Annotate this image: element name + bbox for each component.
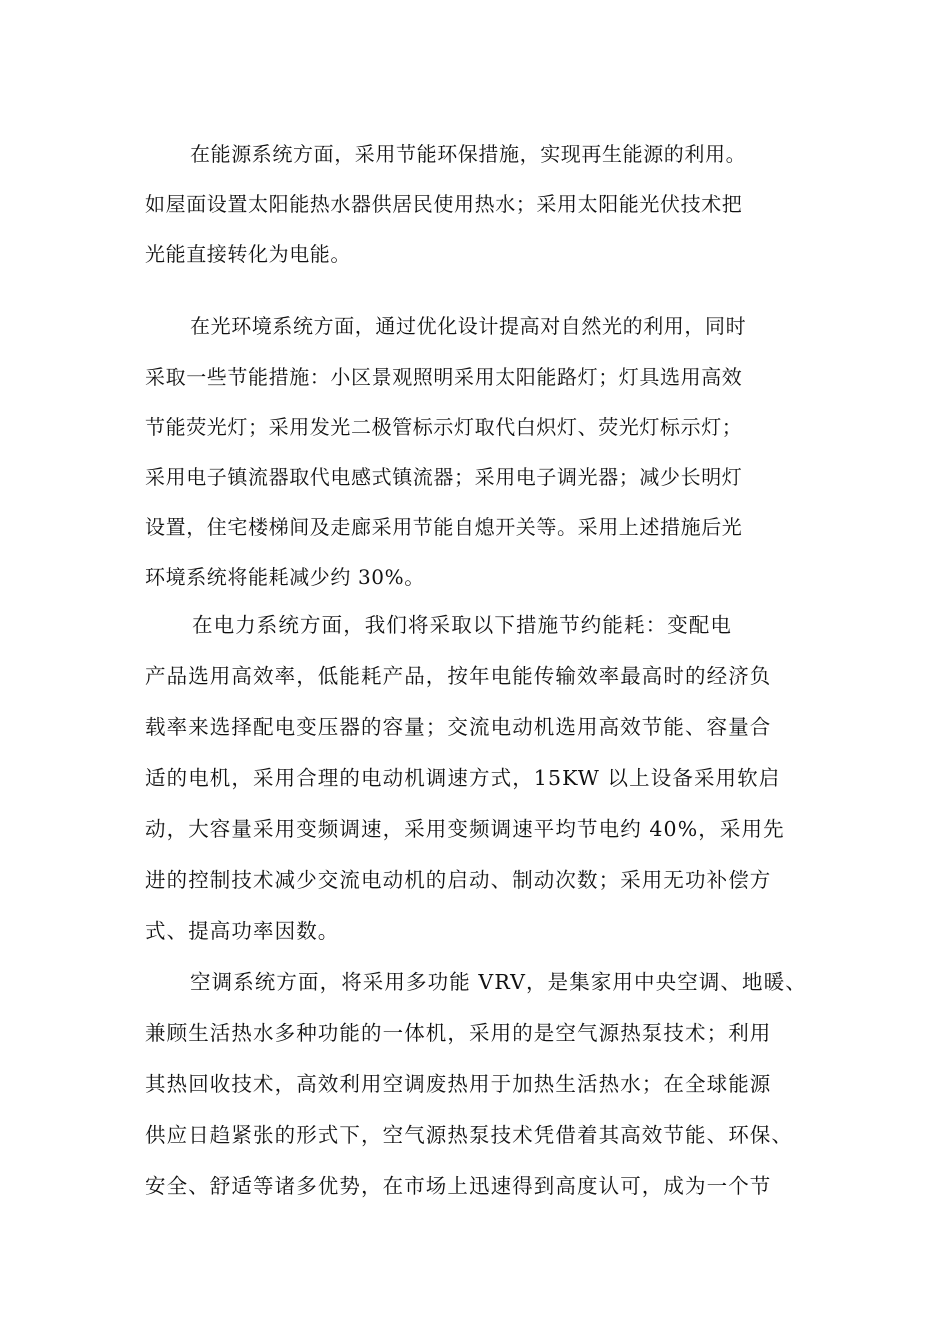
text-line: 供应日趋紧张的形式下，空气源热泵技术凭借着其高效节能、环保、 (145, 1123, 793, 1147)
text-line: 安全、舒适等诸多优势，在市场上迅速得到高度认可，成为一个节 (145, 1174, 772, 1198)
text-line: 在光环境系统方面，通过优化设计提高对自然光的利用，同时 (190, 314, 747, 338)
text-line: 如屋面设置太阳能热水器供居民使用热水；采用太阳能光伏技术把 (145, 192, 743, 216)
text-line: 产品选用高效率，低能耗产品，按年电能传输效率最高时的经济负 (145, 664, 772, 688)
text-line: 采取一些节能措施：小区景观照明采用太阳能路灯；灯具选用高效 (145, 365, 743, 389)
text-line: 环境系统将能耗减少约 30%。 (145, 565, 425, 589)
text-line: 进的控制技术减少交流电动机的启动、制动次数；采用无功补偿方 (145, 868, 772, 892)
text-line: 采用电子镇流器取代电感式镇流器；采用电子调光器；减少长明灯 (145, 465, 743, 489)
text-line: 适的电机，采用合理的电动机调速方式，15KW 以上设备采用软启 (145, 766, 781, 790)
text-line: 在能源系统方面，采用节能环保措施，实现再生能源的利用。 (190, 142, 747, 166)
text-line: 载率来选择配电变压器的容量；交流电动机选用高效节能、容量合 (145, 715, 772, 739)
text-line: 光能直接转化为电能。 (145, 242, 351, 266)
text-line: 空调系统方面，将采用多功能 VRV，是集家用中央空调、地暖、 (190, 970, 807, 994)
text-line: 其热回收技术，高效利用空调废热用于加热生活热水；在全球能源 (145, 1072, 772, 1096)
text-line: 式、提高功率因数。 (145, 919, 340, 943)
text-line: 动，大容量采用变频调速，采用变频调速平均节电约 40%，采用先 (145, 817, 785, 841)
text-line: 节能荧光灯；采用发光二极管标示灯取代白炽灯、荧光灯标示灯； (145, 415, 743, 439)
text-line: 兼顾生活热水多种功能的一体机，采用的是空气源热泵技术；利用 (145, 1021, 772, 1045)
text-line: 设置，住宅楼梯间及走廊采用节能自熄开关等。采用上述措施后光 (145, 515, 743, 539)
text-line: 在电力系统方面，我们将采取以下措施节约能耗：变配电 (192, 613, 732, 637)
